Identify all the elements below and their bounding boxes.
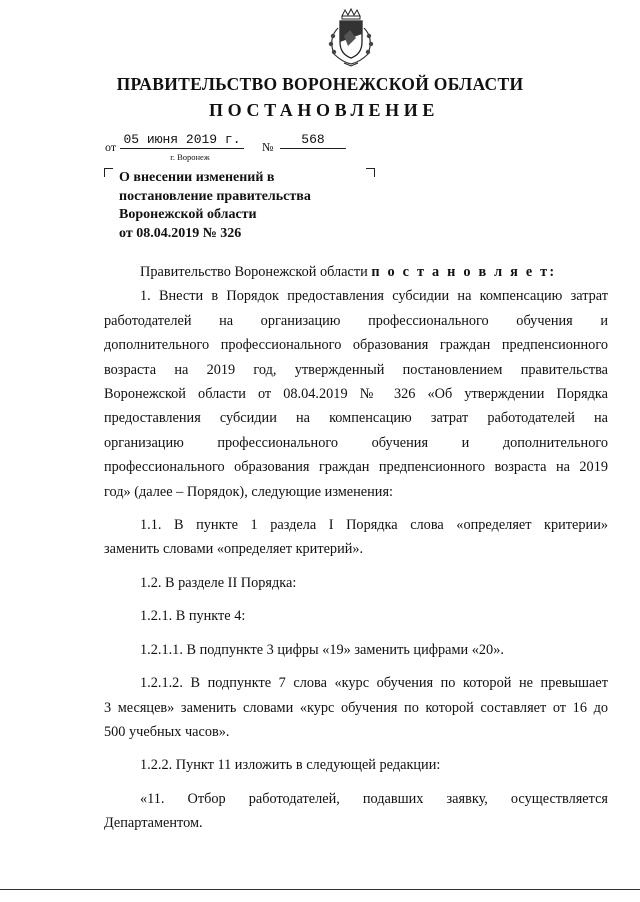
intro-resolves: п о с т а н о в л я е т:	[371, 264, 557, 280]
government-title: ПРАВИТЕЛЬСТВО ВОРОНЕЖСКОЙ ОБЛАСТИ	[116, 74, 524, 94]
paragraph-line: 500 учебных часов».	[104, 723, 230, 740]
subject-line: от 08.04.2019 № 326	[119, 225, 242, 241]
paragraph-11	[104, 787, 608, 836]
paragraph-1-2-1-2	[104, 671, 608, 744]
document-body	[104, 260, 608, 836]
paragraph-1-2-1-1: 1.2.1.1. В подпункте 3 цифры «19» заменить цифрами «20».	[140, 641, 504, 658]
paragraph-line: 1.2.1.2. В подпункте 7 слова «курс обучения по которой не превышает	[140, 675, 608, 692]
bracket-left	[104, 168, 113, 177]
number-label: №	[262, 140, 274, 154]
paragraph-line: предоставления субсидии на компенсацию затрат работодателей на	[104, 410, 608, 427]
subject-line: постановление правительства	[119, 188, 311, 204]
paragraph-line: 1.1. В пункте 1 раздела I Порядка слова «определяет критерии»	[140, 517, 608, 534]
intro-paragraph	[104, 260, 608, 284]
paragraph-line: Департаментом.	[104, 815, 203, 832]
paragraph-1-2-2: 1.2.2. Пункт 11 изложить в следующей редакции:	[140, 757, 441, 774]
subject-line: Воронежской области	[119, 207, 257, 222]
paragraph-line: «11. Отбор работодателей, подавших заявку, осуществляется	[140, 790, 608, 807]
paragraph-line: заменить словами «определяет критерий».	[104, 541, 364, 558]
paragraph-line: 1. Внести в Порядок предоставления субсидии на компенсацию затрат	[140, 288, 608, 305]
paragraph-1	[104, 284, 608, 504]
document-subject	[119, 169, 369, 243]
intro-text: Правительство Воронежской области	[140, 264, 372, 280]
paragraph-1-2: 1.2. В разделе II Порядка:	[140, 574, 297, 591]
paragraph-line: 3 месяцев» заменить словами «курс обучения по которой составляет от 16 до	[104, 699, 608, 716]
paragraph-line: Воронежской области от 08.04.2019 № 326 «Об утверждении Порядка	[104, 386, 608, 403]
paragraph-line: профессионального образования граждан предпенсионного возраста на 2019	[104, 459, 608, 476]
date-label: от	[105, 140, 117, 154]
document-date: 05 июня 2019 г.	[120, 131, 244, 149]
city-name: г. Воронеж	[170, 152, 210, 162]
document-type: ПОСТАНОВЛЕНИЕ	[209, 100, 439, 120]
page-bottom-rule	[0, 889, 640, 890]
paragraph-line: год» (далее – Порядок), следующие изменения:	[104, 483, 394, 500]
document-number: 568	[280, 131, 346, 149]
paragraph-line: организацию профессионального обучения и дополнительного	[104, 434, 608, 451]
subject-line: О внесении изменений в	[119, 170, 275, 185]
coat-of-arms-icon	[322, 8, 380, 68]
paragraph-line: работодателей на организацию профессионального обучения и	[104, 312, 608, 329]
paragraph-1-2-1: 1.2.1. В пункте 4:	[140, 608, 246, 625]
paragraph-line: дополнительного профессионального образования граждан предпенсионного	[104, 337, 608, 354]
paragraph-1-1	[104, 513, 608, 562]
paragraph-line: возраста на 2019 год, утвержденный постановлением правительства	[104, 361, 608, 378]
